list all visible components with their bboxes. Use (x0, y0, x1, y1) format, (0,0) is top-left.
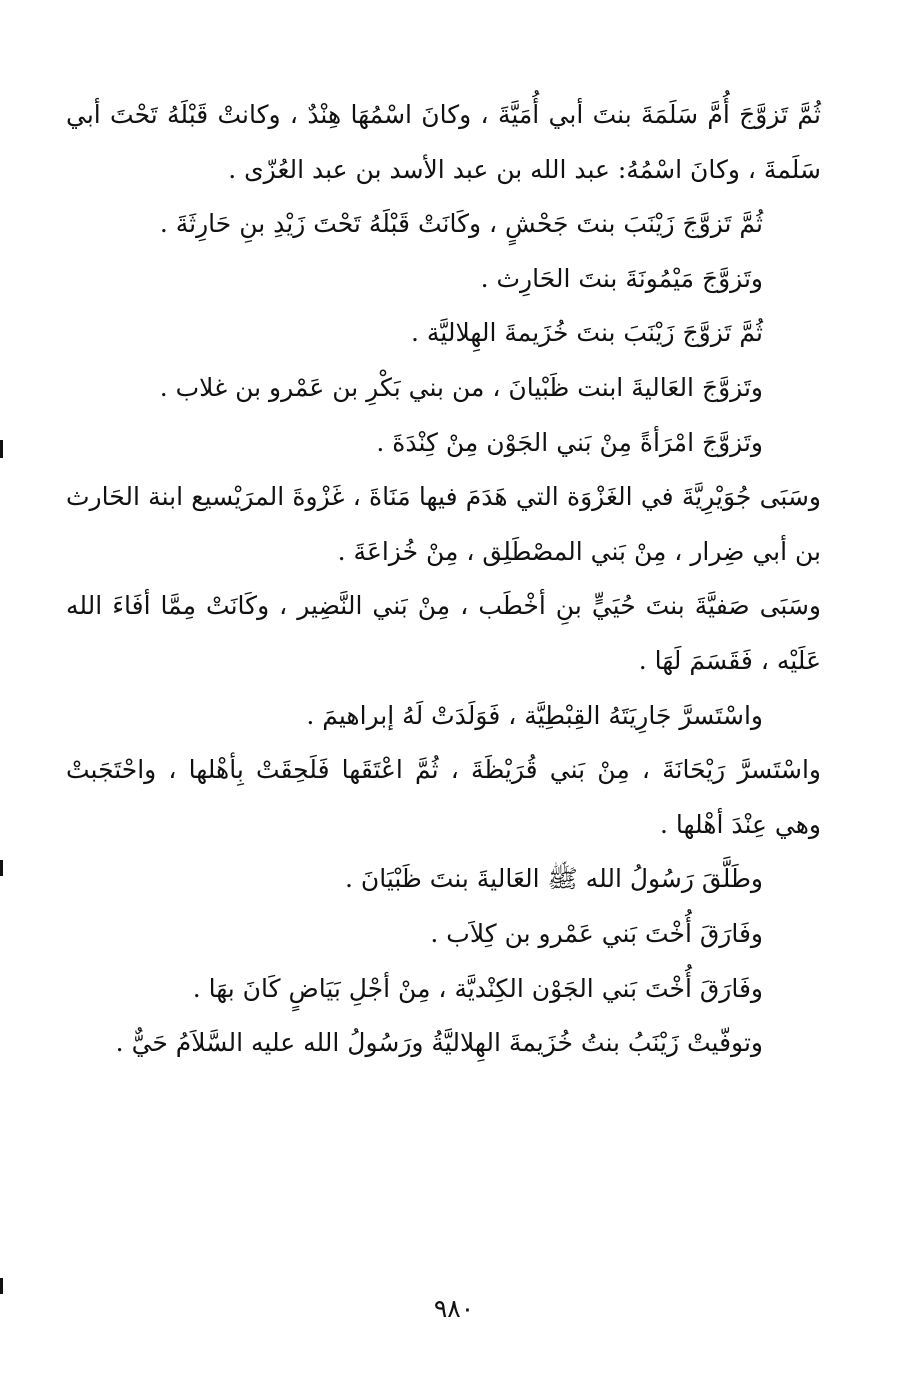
paragraph-2: ثُمَّ تَزوَّجَ زَيْنَبَ بنتَ جَحْشٍ ، وكَانَتْ قَبْلَهُ تَحْتَ زَيْدِ بنِ حَارِثَةَ . (159, 209, 763, 239)
scan-edge-mark-3 (0, 1278, 3, 1294)
body-text (66, 88, 821, 1071)
paragraph-13: وفَارَقَ أُخْتَ بَني الجَوْن الكِنْديَّة ، مِنْ أجْلِ بَيَاضٍ كَانَ بهَا . (192, 973, 763, 1003)
paragraph-5: وتَزوَّجَ العَاليةَ ابنت ظَبْيانَ ، من بني بَكْرِ بن عَمْرو بن غلاب . (159, 372, 763, 402)
paragraph-1: ثُمَّ تَزوَّجَ أُمَّ سَلَمَةَ بنتَ أبي أُمَيَّةَ ، وكانَ اسْمُهَا هِنْدٌ ، وكانتْ قَبْلَهُ تَحْتَ أبي سَلَمةَ ، وكانَ اسْمُهُ: عبد الله بن عبد الأسد بن عبد العُزّى . (66, 100, 821, 184)
paragraph-12: وفَارَقَ أُخْتَ بَني عَمْرو بن كِلاَب . (430, 918, 763, 948)
scan-edge-mark-2 (0, 860, 3, 876)
page-number: ٩٨٠ (433, 1294, 475, 1323)
paragraph-8: وسَبَى صَفيَّةَ بنتَ حُيَيٍّ بنِ أخْطَب ، مِنْ بَني النَّضِير ، وكَانَتْ مِمَّا أفَاءَ الله عَلَيْه ، فَقَسَمَ لَهَا . (66, 591, 821, 675)
paragraph-10: واسْتَسرَّ رَيْحَانَةَ ، مِنْ بَني قُرَيْظَةَ ، ثُمَّ اعْتَقَها فَلَحِقَتْ بِأهْلها ، واحْتَجَبتْ وهي عِنْدَ أهْلها . (66, 755, 821, 839)
paragraph-6: وتَزوَّجَ امْرَأةً مِنْ بَني الجَوْن مِنْ كِنْدَةَ . (376, 427, 763, 457)
scan-edge-mark-1 (0, 440, 3, 458)
paragraph-4: ثُمَّ تَزوَّجَ زَيْنَبَ بنتَ خُزَيمةَ الهِلاليَّة . (411, 318, 763, 348)
paragraph-7: وسَبَى جُوَيْرِيَّةَ في الغَزْوَة التي هَدَمَ فيها مَنَاةَ ، غَزْوةَ المرَيْسيع ابنة الحَارث بن أبي ضِرار ، مِنْ بَني المصْطَلِق ، مِنْ خُزاعَةَ . (66, 482, 821, 566)
paragraph-9: واسْتَسرَّ جَارِيَتَهُ القِبْطِيَّة ، فَوَلَدَتْ لَهُ إبراهيمَ . (306, 700, 763, 730)
paragraph-11: وطَلَّقَ رَسُولُ الله ﷺ العَاليةَ بنتَ ظَبْيَانَ . (344, 864, 763, 894)
paragraph-3: وتَزوَّجَ مَيْمُونَةَ بنتَ الحَارِث . (480, 263, 763, 293)
paragraph-14: وتوفّيتْ زَيْنَبُ بنتُ خُزَيمةَ الهِلاليَّةُ ورَسُولُ الله عليه السَّلاَمُ حَيٌّ . (115, 1028, 763, 1058)
